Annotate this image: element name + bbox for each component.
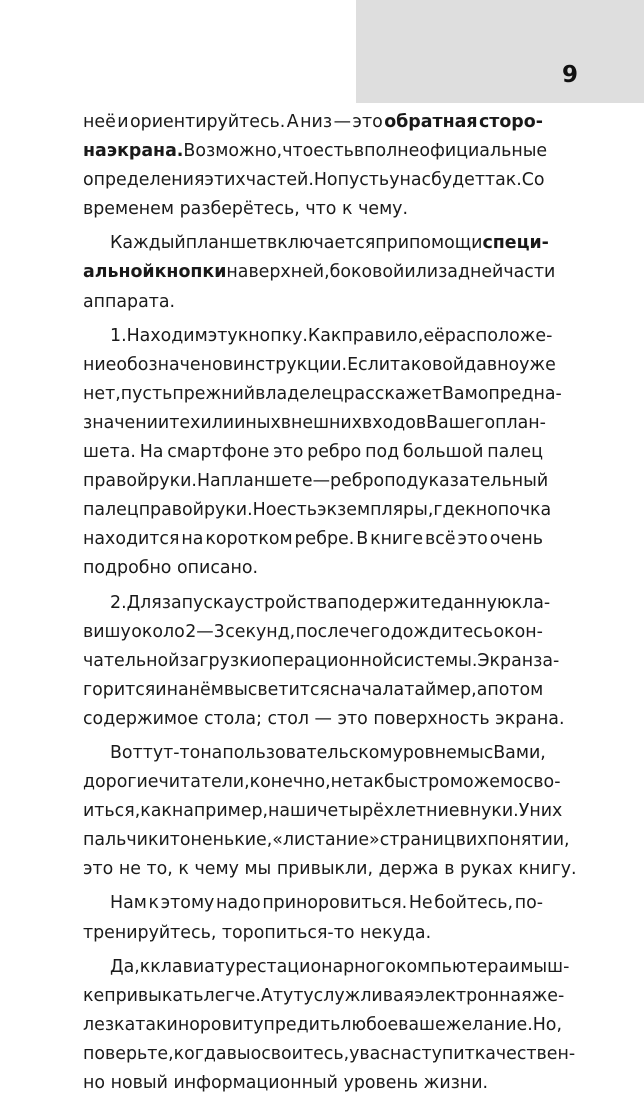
word: уровне: [392, 742, 457, 763]
word: это: [352, 112, 383, 132]
word: стола;: [203, 708, 262, 729]
word: верхней,: [248, 262, 330, 283]
word: кнопку.: [237, 325, 308, 346]
word: есть: [276, 500, 317, 521]
word: к: [178, 859, 189, 880]
paragraph: [83, 739, 577, 884]
word: расскажет: [343, 383, 442, 404]
word: надо: [215, 893, 261, 914]
word: находится: [83, 529, 180, 550]
text-line: [83, 1040, 576, 1069]
word: пальчики: [83, 830, 170, 851]
word: ребро: [330, 471, 385, 492]
word: новый: [110, 1073, 168, 1093]
word: уже: [519, 354, 556, 375]
text-line: [83, 166, 543, 195]
word: руки.: [203, 500, 253, 521]
word: внешних: [280, 412, 362, 433]
word: компьютера: [395, 956, 509, 977]
word: Вами,: [493, 742, 546, 763]
word: осво-: [513, 772, 561, 793]
word: Возможно,: [183, 141, 283, 162]
word: указательный: [418, 471, 549, 492]
text-line: [83, 351, 556, 380]
word: бойтесь,: [434, 893, 514, 914]
word: Как: [307, 325, 342, 346]
bold-word: кнопки: [154, 262, 227, 283]
word: что: [305, 199, 337, 220]
word: Вашего: [426, 412, 496, 433]
word: чему: [194, 859, 239, 880]
word: нас: [399, 170, 432, 191]
word: стол: [267, 708, 309, 729]
word: сначала: [329, 679, 405, 700]
word: операционной: [260, 650, 394, 671]
word: шета.: [83, 442, 136, 463]
word: план-: [495, 412, 546, 433]
word: ребро: [307, 442, 362, 463]
word: пользовательском: [222, 742, 393, 763]
word: окон-: [493, 621, 543, 642]
word: У: [518, 801, 530, 822]
word: мы: [456, 742, 484, 763]
bold-word: альной: [83, 262, 155, 283]
paragraph: [83, 889, 543, 947]
text-line: [83, 953, 570, 982]
text-line: [83, 1069, 543, 1098]
word: после: [295, 621, 350, 642]
word: Для: [126, 592, 162, 613]
word: уровень: [343, 1073, 419, 1093]
word: читатели,: [158, 772, 250, 793]
text-line: [83, 554, 543, 583]
word: тренируйтесь,: [83, 922, 217, 943]
word: около: [131, 621, 185, 642]
word: вишу: [83, 621, 131, 642]
word: то,: [146, 859, 173, 880]
word: но: [83, 1073, 106, 1093]
word: Вам: [441, 383, 478, 404]
word: дождитесь: [390, 621, 494, 642]
word: Но: [252, 500, 277, 521]
word: поверьте,: [83, 1043, 174, 1064]
word: привыкли,: [276, 859, 374, 880]
text-line: [83, 676, 543, 705]
word: к: [148, 893, 159, 914]
text-line: [83, 982, 565, 1011]
word: под: [384, 471, 419, 492]
word: коротком: [205, 529, 293, 550]
word: электронная: [414, 985, 532, 1006]
word: —: [333, 112, 351, 132]
word: в: [222, 354, 233, 375]
word: всё: [425, 529, 456, 550]
text-line: [83, 108, 543, 137]
word: экрана.: [495, 708, 565, 729]
word: данную: [441, 592, 512, 613]
word: тут-то: [142, 742, 201, 763]
word: палец: [83, 500, 139, 521]
word: —: [312, 471, 331, 492]
word: под: [365, 442, 400, 463]
word: подержите: [337, 592, 442, 613]
word: задней: [438, 262, 504, 283]
word: Находим: [126, 325, 208, 346]
text-line: [83, 739, 546, 768]
word: кнопочка: [465, 500, 552, 521]
word: страниц: [379, 830, 456, 851]
word: клавиатуре: [150, 956, 257, 977]
word: тех: [169, 412, 201, 433]
word: четырёхлетние: [317, 801, 460, 822]
word: дорогие: [83, 772, 159, 793]
word: В: [356, 529, 369, 550]
word: есть: [313, 141, 354, 162]
word: 2—3: [185, 621, 225, 642]
word: загрузки: [179, 650, 261, 671]
paragraph: [83, 229, 556, 316]
word: Но,: [532, 1014, 562, 1035]
word: чательной: [83, 650, 180, 671]
word: торопиться-то: [221, 922, 355, 943]
word: желание.: [445, 1014, 533, 1035]
word: это: [457, 529, 488, 550]
word: упредить: [253, 1014, 341, 1035]
word: и: [117, 112, 129, 132]
word: не: [330, 772, 353, 793]
word: А: [286, 112, 299, 132]
word: как: [140, 801, 172, 822]
word: низ: [300, 112, 333, 132]
text-line: [83, 322, 553, 351]
word: помощи: [409, 233, 483, 254]
word: пусть: [337, 170, 390, 191]
text-line: [83, 380, 562, 409]
word: Со: [521, 170, 545, 191]
word: нет,: [83, 383, 121, 404]
word: а: [476, 679, 488, 700]
text-line: [83, 826, 570, 855]
word: так: [135, 1014, 167, 1035]
word: легче.: [203, 985, 261, 1006]
text-line: [83, 1011, 562, 1040]
bold-word: на: [83, 141, 107, 162]
word: частей.: [245, 170, 314, 191]
word: Каждый: [110, 233, 186, 254]
word: тоненькие,: [169, 830, 273, 851]
word: понятии,: [487, 830, 570, 851]
word: части: [503, 262, 556, 283]
word: 2.: [110, 592, 127, 613]
paragraph: [83, 953, 576, 1098]
word: разберётесь,: [179, 199, 300, 220]
word: потом: [487, 679, 544, 700]
paragraph: [83, 108, 548, 224]
word: руках: [460, 859, 513, 880]
word: иных: [234, 412, 281, 433]
word: них: [529, 801, 563, 822]
word: этому: [160, 893, 215, 914]
word: системы.: [393, 650, 478, 671]
word: чему.: [358, 199, 409, 220]
text-line: [83, 919, 543, 948]
word: правой: [138, 500, 204, 521]
word: к: [139, 956, 151, 977]
page-number: 9: [561, 62, 578, 88]
word: боковой: [329, 262, 405, 283]
text-line: [83, 288, 543, 317]
word: таймер,: [404, 679, 477, 700]
word: привыкать: [104, 985, 204, 1006]
word: этих: [204, 170, 246, 191]
word: так.: [484, 170, 522, 191]
bold-word: экрана.: [106, 141, 184, 162]
word: будет: [431, 170, 485, 191]
word: мы: [244, 859, 272, 880]
word: книге: [370, 529, 424, 550]
word: горится: [83, 679, 156, 700]
word: очень: [489, 529, 543, 550]
word: содержимое: [83, 708, 199, 729]
word: на: [200, 742, 223, 763]
word: вполне: [353, 141, 420, 162]
word: устройства: [234, 592, 338, 613]
word: владелец: [255, 383, 344, 404]
text-line: [83, 768, 561, 797]
word: информационный: [173, 1073, 338, 1093]
text-line: [83, 137, 548, 166]
text-line: [83, 797, 563, 826]
page-number-tab: [356, 0, 644, 103]
paragraph: [83, 589, 565, 734]
word: лезка: [83, 1014, 136, 1035]
word: жизни.: [423, 1073, 489, 1093]
word: На: [196, 471, 221, 492]
word: включается: [267, 233, 376, 254]
word: планшет: [185, 233, 267, 254]
word: и: [155, 679, 167, 700]
text-line: [83, 525, 543, 554]
word: не: [118, 859, 141, 880]
word: временем: [83, 199, 174, 220]
word: 1.: [110, 325, 127, 346]
word: секунд,: [225, 621, 296, 642]
word: приноровиться.: [262, 893, 408, 914]
word: или: [200, 412, 235, 433]
word: на: [181, 529, 204, 550]
word: быстро: [384, 772, 450, 793]
word: «листание»: [272, 830, 380, 851]
word: официальные: [419, 141, 548, 162]
word: правой: [83, 471, 149, 492]
word: аппарата.: [83, 291, 176, 312]
word: инструкции.: [232, 354, 348, 375]
word: норовит: [177, 1014, 254, 1035]
word: где: [433, 500, 466, 521]
text-line: [83, 647, 560, 676]
word: о: [477, 383, 489, 404]
word: ребре.: [294, 529, 355, 550]
word: ке: [83, 985, 105, 1006]
word: Нам: [110, 893, 147, 914]
word: например,: [171, 801, 269, 822]
text-line: [83, 195, 543, 224]
word: Но: [313, 170, 338, 191]
word: это: [83, 859, 114, 880]
text-line: [83, 258, 556, 287]
word: в: [444, 859, 455, 880]
word: значении: [83, 412, 170, 433]
word: мыш-: [520, 956, 570, 977]
word: вас: [359, 1043, 390, 1064]
text-line: [83, 705, 565, 734]
word: описано.: [177, 558, 259, 579]
word: —: [314, 708, 332, 729]
word: эту: [207, 325, 238, 346]
text-line: [83, 496, 552, 525]
text-line: [83, 855, 577, 884]
word: обозначено: [116, 354, 223, 375]
word: прежний: [172, 383, 256, 404]
word: когда: [173, 1043, 227, 1064]
word: это: [273, 442, 304, 463]
word: при: [375, 233, 410, 254]
word: у: [349, 1043, 360, 1064]
word: и: [509, 956, 521, 977]
word: стационарного: [256, 956, 396, 977]
word: таковой: [390, 354, 465, 375]
text-line: [83, 467, 549, 496]
word: ориентируйтесь.: [130, 112, 286, 132]
page-text: [83, 108, 577, 1103]
word: правило,: [341, 325, 424, 346]
word: по-: [514, 893, 543, 914]
word: тут: [272, 985, 304, 1006]
word: высветится: [223, 679, 330, 700]
word: предна-: [488, 383, 562, 404]
word: кла-: [511, 592, 551, 613]
word: палец: [487, 442, 543, 463]
word: Да,: [110, 956, 140, 977]
word: ние: [83, 354, 117, 375]
word: входов: [362, 412, 427, 433]
word: внуки.: [459, 801, 519, 822]
word: и: [166, 1014, 178, 1035]
word: А: [260, 985, 273, 1006]
word: или: [404, 262, 439, 283]
bold-word: сторо-: [478, 112, 543, 132]
text-line: [83, 409, 546, 438]
word: держа: [378, 859, 439, 880]
word: её: [423, 325, 445, 346]
word: так: [352, 772, 385, 793]
text-line: [83, 618, 543, 647]
word: нём: [188, 679, 224, 700]
word: к: [342, 199, 353, 220]
text-line: [83, 229, 549, 258]
word: планшете: [220, 471, 313, 492]
word: иться,: [83, 801, 141, 822]
text-line: [83, 438, 543, 467]
text-line: [83, 589, 551, 618]
word: руки.: [148, 471, 197, 492]
word: наши: [268, 801, 318, 822]
word: чего: [349, 621, 391, 642]
word: некуда.: [360, 922, 432, 943]
word: экземпляры,: [316, 500, 434, 521]
word: это: [337, 708, 368, 729]
word: их: [465, 830, 488, 851]
word: книгу.: [518, 859, 577, 880]
bold-word: обратная: [384, 112, 478, 132]
word: услужливая: [303, 985, 415, 1006]
word: смартфоне: [167, 442, 270, 463]
word: с: [483, 742, 494, 763]
word: конечно,: [249, 772, 331, 793]
bold-word: специ-: [482, 233, 549, 254]
word: определения: [83, 170, 205, 191]
word: любое: [340, 1014, 399, 1035]
paragraph: [83, 322, 562, 584]
word: ваше: [398, 1014, 446, 1035]
word: наступит: [389, 1043, 475, 1064]
word: расположе-: [444, 325, 553, 346]
word: Вот: [110, 742, 143, 763]
word: подробно: [83, 558, 172, 579]
word: Экран: [477, 650, 534, 671]
word: Если: [347, 354, 391, 375]
word: неё: [83, 112, 116, 132]
word: на: [226, 262, 249, 283]
word: поверхность: [373, 708, 490, 729]
word: можем: [449, 772, 514, 793]
word: вы: [226, 1043, 251, 1064]
word: же-: [531, 985, 565, 1006]
word: качествен-: [474, 1043, 576, 1064]
word: освоитесь,: [250, 1043, 350, 1064]
word: давно: [464, 354, 520, 375]
word: На: [139, 442, 164, 463]
word: большой: [402, 442, 484, 463]
word: за-: [533, 650, 560, 671]
word: у: [389, 170, 400, 191]
word: на: [166, 679, 189, 700]
word: что: [282, 141, 314, 162]
word: пусть: [120, 383, 173, 404]
word: Не: [408, 893, 433, 914]
word: запуска: [161, 592, 235, 613]
text-line: [83, 889, 543, 918]
word: в: [455, 830, 466, 851]
